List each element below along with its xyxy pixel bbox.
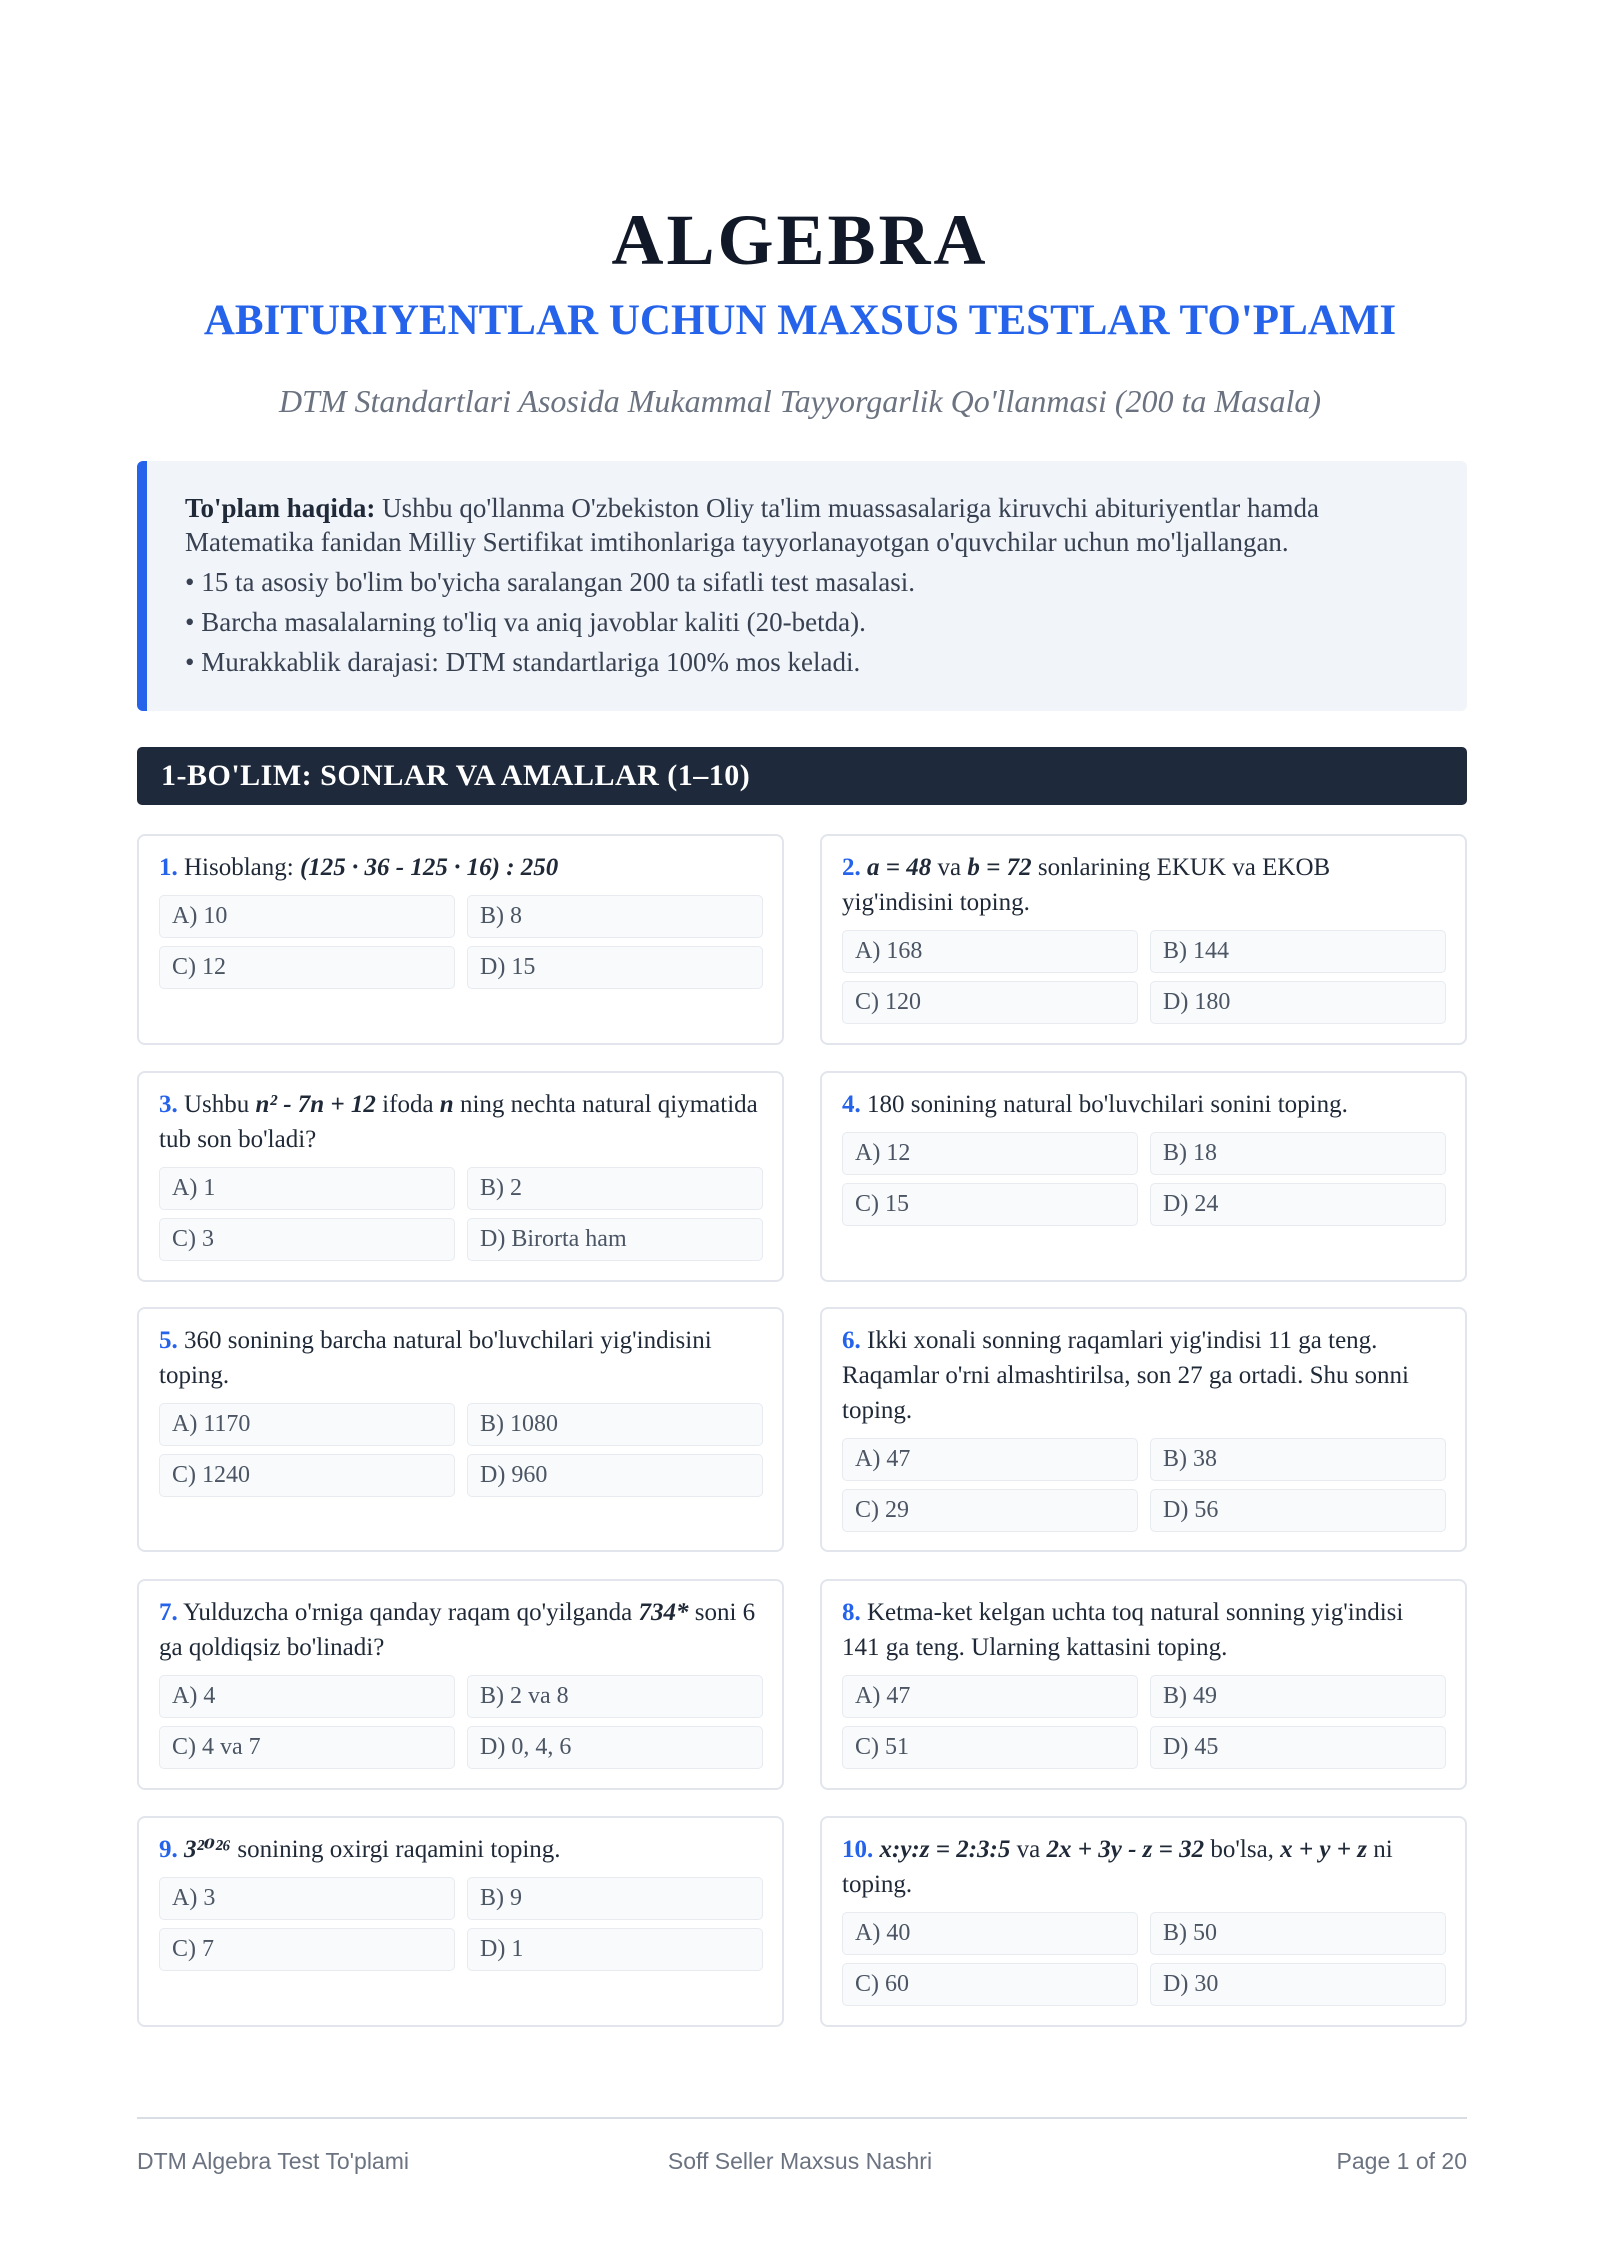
info-text: Ushbu qo'llanma O'zbekiston Oliy ta'lim muassasalariga kiruvchi abituriyentlar hamda Matematika fanidan Milliy Sertifikat imtihonlariga tayyorlanayotgan o'quvchilar uchun mo'ljallangan. <box>185 493 1319 557</box>
answer-option: B) 2 <box>467 1167 763 1210</box>
answer-option: D) 0, 4, 6 <box>467 1726 763 1769</box>
question-card <box>820 1579 1467 1790</box>
info-bullet: • Murakkablik darajasi: DTM standartlariga 100% mos keladi. <box>185 647 861 677</box>
answer-option: A) 168 <box>842 930 1138 973</box>
answer-option: C) 7 <box>159 1928 455 1971</box>
question-card <box>137 1816 784 2027</box>
question-number: 5. <box>159 1327 178 1354</box>
answer-option: A) 47 <box>842 1438 1138 1481</box>
answer-option: B) 18 <box>1150 1132 1446 1175</box>
math-expression: (125 · 36 - 125 · 16) : 250 <box>299 854 559 881</box>
footer-left: DTM Algebra Test To'plami <box>137 2148 409 2174</box>
question-card <box>137 1307 784 1552</box>
answer-option: B) 38 <box>1150 1438 1446 1481</box>
question-number: 6. <box>842 1327 861 1354</box>
answer-option: D) 45 <box>1150 1726 1446 1769</box>
answer-option: A) 1 <box>159 1167 455 1210</box>
answer-option: A) 10 <box>159 895 455 938</box>
answer-option: C) 51 <box>842 1726 1138 1769</box>
document-tagline: DTM Standartlari Asosida Mukammal Tayyorgarlik Qo'llanmasi (200 ta Masala) <box>278 383 1322 419</box>
answer-option: C) 1240 <box>159 1454 455 1497</box>
math-expression: a = 48 <box>867 854 932 881</box>
answer-option: B) 50 <box>1150 1912 1446 1955</box>
math-expression: 3²⁰²⁶ <box>184 1836 232 1863</box>
math-expression: 2x + 3y - z = 32 <box>1046 1836 1205 1863</box>
answer-option: C) 12 <box>159 946 455 989</box>
question-text: 6. Ikki xonali sonning raqamlari yig'indisi 11 ga teng. Raqamlar o'rni almashtirilsa, son 27 ga ortadi. Shu sonni toping. <box>842 1327 1409 1424</box>
answer-option: D) 24 <box>1150 1183 1446 1226</box>
question-text: 3. Ushbu n² - 7n + 12 ifoda n ning nechta natural qiymatida tub son bo'ladi? <box>159 1091 758 1153</box>
answer-option: A) 12 <box>842 1132 1138 1175</box>
answer-option: B) 2 va 8 <box>467 1675 763 1718</box>
answer-option: A) 1170 <box>159 1403 455 1446</box>
question-text: 7. Yulduzcha o'rniga qanday raqam qo'yilganda 734* soni 6 ga qoldiqsiz bo'linadi? <box>159 1599 756 1661</box>
answer-option: C) 120 <box>842 981 1138 1024</box>
question-card <box>137 1071 784 1282</box>
question-text: 5. 360 sonining barcha natural bo'luvchilari yig'indisini toping. <box>159 1327 712 1389</box>
answer-option: C) 15 <box>842 1183 1138 1226</box>
question-number: 7. <box>159 1599 178 1626</box>
answer-options <box>842 1132 1445 1226</box>
info-lead <box>185 491 1427 559</box>
answer-options <box>159 1675 762 1769</box>
math-expression: b = 72 <box>967 854 1032 881</box>
answer-options <box>159 895 762 989</box>
math-expression: n² - 7n + 12 <box>255 1091 376 1118</box>
answer-option: A) 3 <box>159 1877 455 1920</box>
footer-right: Page 1 of 20 <box>1336 2148 1467 2174</box>
answer-option: A) 47 <box>842 1675 1138 1718</box>
math-expression: n <box>439 1091 454 1118</box>
answer-options <box>842 1675 1445 1769</box>
math-expression: x + y + z <box>1280 1836 1367 1863</box>
question-number: 2. <box>842 854 861 881</box>
footer-divider <box>137 2117 1467 2119</box>
answer-option: D) 180 <box>1150 981 1446 1024</box>
info-bullet: • Barcha masalalarning to'liq va aniq javoblar kaliti (20-betda). <box>185 607 866 637</box>
answer-option: D) Birorta ham <box>467 1218 763 1261</box>
answer-option: C) 4 va 7 <box>159 1726 455 1769</box>
answer-options <box>842 930 1445 1024</box>
answer-options <box>842 1438 1445 1532</box>
question-text: 9. 3²⁰²⁶ sonining oxirgi raqamini toping. <box>159 1836 561 1863</box>
question-number: 9. <box>159 1836 178 1863</box>
question-number: 10. <box>842 1836 874 1863</box>
answer-option: A) 40 <box>842 1912 1138 1955</box>
answer-option: D) 15 <box>467 946 763 989</box>
answer-option: B) 49 <box>1150 1675 1446 1718</box>
answer-option: D) 960 <box>467 1454 763 1497</box>
question-text: 1. Hisoblang: (125 · 36 - 125 · 16) : 250 <box>159 854 559 881</box>
math-expression: x:y:z = 2:3:5 <box>879 1836 1011 1863</box>
answer-option: C) 3 <box>159 1218 455 1261</box>
question-number: 1. <box>159 854 178 881</box>
footer-center: Soff Seller Maxsus Nashri <box>667 2148 933 2174</box>
question-text: 10. x:y:z = 2:3:5 va 2x + 3y - z = 32 bo'lsa, x + y + z ni toping. <box>842 1836 1393 1898</box>
question-number: 3. <box>159 1091 178 1118</box>
answer-options <box>159 1877 762 1971</box>
info-bullet: • 15 ta asosiy bo'lim bo'yicha saralangan 200 ta sifatli test masalasi. <box>185 567 916 597</box>
question-card <box>820 834 1467 1045</box>
document-title: ALGEBRA <box>611 200 989 280</box>
answer-option: C) 29 <box>842 1489 1138 1532</box>
answer-option: D) 56 <box>1150 1489 1446 1532</box>
math-expression: 734* <box>638 1599 689 1626</box>
document-subtitle: ABITURIYENTLAR UCHUN MAXSUS TESTLAR TO'PLAMI <box>203 297 1397 344</box>
question-card <box>137 1579 784 1790</box>
answer-option: D) 1 <box>467 1928 763 1971</box>
answer-option: B) 9 <box>467 1877 763 1920</box>
answer-option: D) 30 <box>1150 1963 1446 2006</box>
question-card <box>820 1816 1467 2027</box>
question-text: 4. 180 sonining natural bo'luvchilari sonini toping. <box>842 1091 1348 1118</box>
question-card <box>137 834 784 1045</box>
answer-option: B) 8 <box>467 895 763 938</box>
info-box <box>137 461 1467 711</box>
info-label: To'plam haqida: <box>185 493 376 523</box>
question-text: 8. Ketma-ket kelgan uchta toq natural sonning yig'indisi 141 ga teng. Ularning kattasini toping. <box>842 1599 1404 1661</box>
question-card <box>820 1071 1467 1282</box>
answer-option: B) 144 <box>1150 930 1446 973</box>
answer-options <box>159 1167 762 1261</box>
question-card <box>820 1307 1467 1552</box>
question-number: 8. <box>842 1599 861 1626</box>
answer-option: C) 60 <box>842 1963 1138 2006</box>
answer-options <box>159 1403 762 1497</box>
answer-option: B) 1080 <box>467 1403 763 1446</box>
answer-option: A) 4 <box>159 1675 455 1718</box>
question-number: 4. <box>842 1091 861 1118</box>
question-text: 2. a = 48 va b = 72 sonlarining EKUK va EKOB yig'indisini toping. <box>842 854 1331 916</box>
section-header: 1-BO'LIM: SONLAR VA AMALLAR (1–10) <box>137 747 1467 805</box>
answer-options <box>842 1912 1445 2006</box>
